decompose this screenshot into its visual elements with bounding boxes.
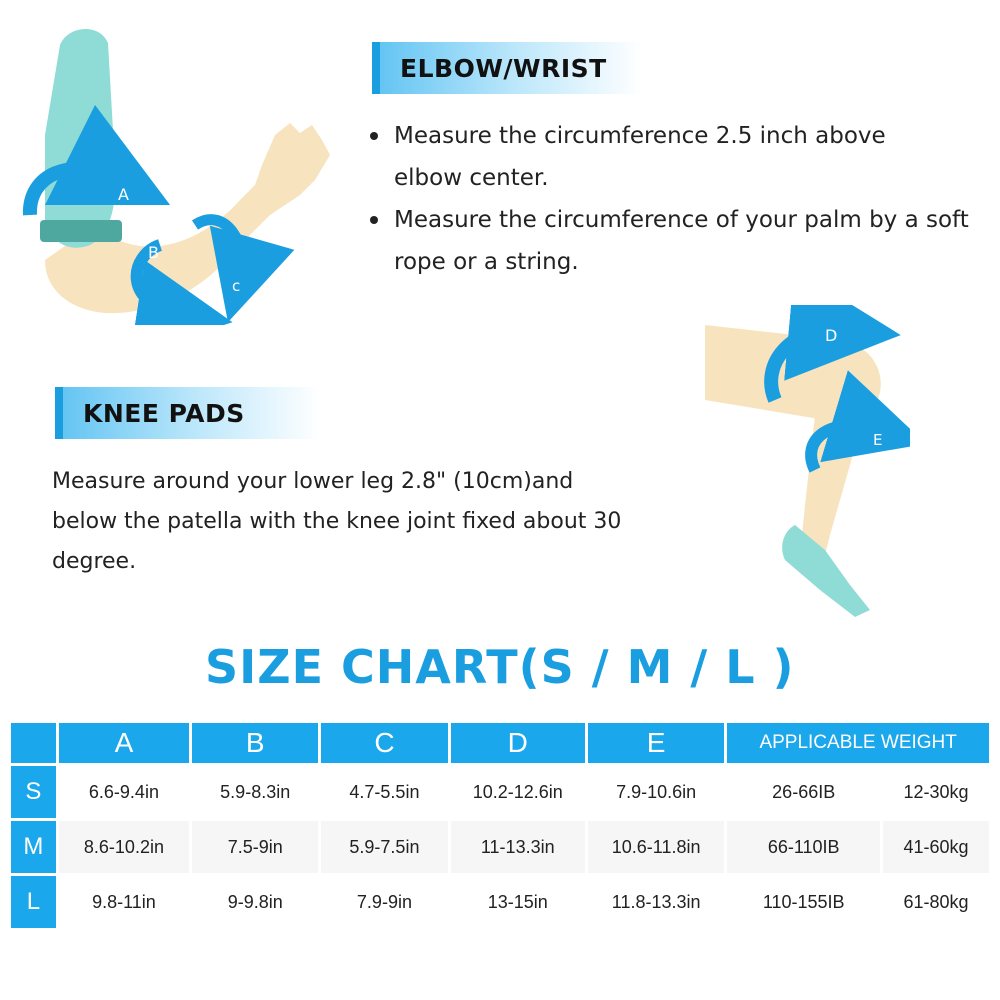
size-cell: S [11,766,56,818]
leg-measurement-illustration [690,305,910,625]
cell-e: 10.6-11.8in [588,821,724,873]
cell-a: 9.8-11in [59,876,189,928]
label-c: c [232,277,241,295]
cell-b: 9-9.8in [192,876,318,928]
elbow-wrist-title: ELBOW/WRIST [400,53,607,83]
cell-d: 11-13.3in [451,821,585,873]
cell-c: 7.9-9in [321,876,447,928]
elbow-wrist-header [372,42,642,94]
header-c: C [321,723,447,763]
header-a: A [59,723,189,763]
table-row [11,821,989,873]
instruction-elbow: Measure the circumference 2.5 inch above elbow center. [368,115,948,199]
instruction-palm: Measure the circumference of your palm by a soft rope or a string. [368,199,988,283]
cell-weight-lb: 26-66IB [727,766,880,818]
cell-weight-kg: 61-80kg [883,876,989,928]
size-cell: M [11,821,56,873]
table-row [11,876,989,928]
size-chart-title: SIZE CHART(S / M / L ) [205,640,795,694]
label-d: D [825,326,838,345]
cell-d: 10.2-12.6in [451,766,585,818]
sleeve-shape [45,29,116,248]
label-b: B [148,243,159,262]
header-corner [11,723,56,763]
header-accent-bar [372,42,380,94]
knee-pads-title: KNEE PADS [83,398,245,428]
cell-a: 6.6-9.4in [59,766,189,818]
cell-e: 7.9-10.6in [588,766,724,818]
label-a: A [118,185,129,204]
label-e: E [873,431,883,449]
cell-b: 5.9-8.3in [192,766,318,818]
sleeve-band [40,220,122,242]
size-chart-table [8,720,992,931]
cell-c: 4.7-5.5in [321,766,447,818]
cell-weight-kg: 12-30kg [883,766,989,818]
elbow-wrist-instructions [368,115,988,283]
knee-pads-instructions: Measure around your lower leg 2.8" (10cm)and below the patella with the knee joint fixed about 30 degree. [52,469,622,574]
cell-e: 11.8-13.3in [588,876,724,928]
cell-c: 5.9-7.5in [321,821,447,873]
header-e: E [588,723,724,763]
table-header-row [11,723,989,763]
table-row [11,766,989,818]
cell-weight-kg: 41-60kg [883,821,989,873]
cell-b: 7.5-9in [192,821,318,873]
size-cell: L [11,876,56,928]
header-applicable-weight: APPLICABLE WEIGHT [727,723,989,763]
knee-pads-header [55,387,320,439]
arm-measurement-illustration [0,15,350,325]
cell-a: 8.6-10.2in [59,821,189,873]
header-d: D [451,723,585,763]
cell-weight-lb: 66-110IB [727,821,880,873]
cell-weight-lb: 110-155IB [727,876,880,928]
header-b: B [192,723,318,763]
cell-d: 13-15in [451,876,585,928]
header-accent-bar [55,387,63,439]
